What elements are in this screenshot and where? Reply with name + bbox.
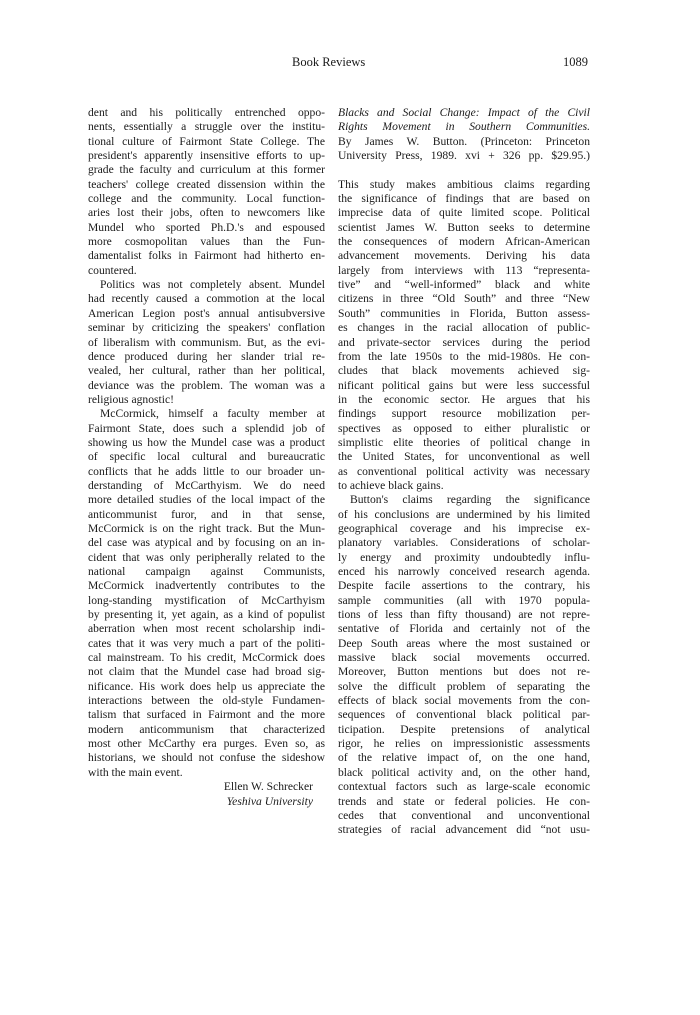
- text-line: from the late 1950s to the mid-1980s. He con-: [338, 349, 590, 363]
- running-title: Book Reviews: [292, 55, 366, 69]
- text-line: by presenting it, yet again, as a kind of populist: [88, 608, 325, 622]
- text-line: conflicts that he adds little to our broader un-: [88, 464, 325, 478]
- book-citation: [338, 106, 590, 163]
- text-line: Mundel who sported Ph.D.'s and espoused: [88, 220, 325, 234]
- text-line: Moreover, Button mentions but does not re-: [338, 665, 590, 679]
- text-line: more detailed studies of the local impact of the: [88, 493, 325, 507]
- text-line: seminar by criticizing the speakers' conflation: [88, 321, 325, 335]
- review-paragraph-2: [88, 278, 325, 407]
- text-line: sequences of conventional black political par-: [338, 708, 590, 722]
- text-line: scientist James W. Button seeks to determine: [338, 220, 590, 234]
- text-line: talism that surfaced in Fairmont and the more: [88, 708, 325, 722]
- text-line: nificance. His work does help us appreciate the: [88, 679, 325, 693]
- text-line: national campaign against Communists,: [88, 565, 325, 578]
- text-line: rigor, he relies on impressionistic assessments: [338, 737, 590, 751]
- text-line: tional culture of Fairmont State College. The: [88, 134, 325, 148]
- text-line: cal mainstream. To his credit, McCormick does: [88, 651, 325, 665]
- text-line: ly energy and proximity undoubtedly influ-: [338, 550, 590, 564]
- text-line: historians, we should not confuse the sideshow: [88, 751, 325, 765]
- text-line: advancement movements. Deriving his data: [338, 249, 590, 263]
- reviewer-name: Ellen W. Schrecker: [223, 780, 313, 794]
- text-line: interactions between the old-style Fundamen-: [88, 694, 325, 708]
- text-line: more cosmopolitan values than the Fun-: [88, 235, 325, 249]
- text-line: citizens in three “Old South” and three “New: [338, 292, 590, 306]
- text-line: vealed, her cultural, rather than her political,: [88, 364, 325, 378]
- text-line: modern anticommunism that characterized: [88, 722, 325, 736]
- text-line: geographical coverage and his imprecise ex-: [338, 521, 590, 535]
- text-line: strategies of racial advancement did “not usu-: [338, 823, 590, 837]
- publication-line: University Press, 1989. xvi + 326 pp. $29.95.): [338, 149, 590, 163]
- text-line: college and the community. Local function-: [88, 192, 325, 206]
- text-line: derstanding of McCarthyism. We do need: [88, 478, 325, 492]
- text-line: of liberalism with communism. But, as the evi-: [88, 335, 325, 349]
- text-line: trends and state or federal policies. He con-: [338, 794, 590, 808]
- text-line: imprecise data of quite limited scope. Political: [338, 206, 590, 220]
- text-line: black political activity and, on the other hand,: [338, 765, 590, 779]
- text-line: tions of less than fifty thousand) are not repre-: [338, 608, 590, 622]
- text-line: simplistic elite theories of political change in: [338, 435, 590, 449]
- text-line: with the main event.: [88, 765, 183, 779]
- reviewer-affiliation: Yeshiva University: [226, 794, 313, 808]
- text-line: cludes that black movements achieved sig-: [338, 364, 590, 378]
- text-line: Fairmont State, does such a splendid job of: [88, 421, 325, 435]
- text-line: Button's claims regarding the significance: [350, 493, 590, 507]
- text-line: long-standing mystification of McCarthyism: [88, 593, 325, 607]
- review-continuation-paragraph-1: [88, 106, 325, 278]
- review-paragraph-2: [338, 493, 590, 837]
- text-line: the consequences of modern African-American: [338, 235, 590, 249]
- text-line: tive” and “well-informed” black and white: [338, 278, 590, 292]
- text-line: as conventional political activity was necessary: [338, 464, 590, 478]
- text-line: sample communities (all with 1970 popula-: [338, 593, 590, 607]
- text-line: es changes in the racial allocation of public-: [338, 321, 590, 335]
- text-line: aberration when most recent scholarship indi-: [88, 622, 325, 636]
- spacer: [338, 163, 590, 177]
- book-title-line: Rights Movement in Southern Communities.: [338, 120, 590, 134]
- text-line: of specific local cultural and bureaucratic: [88, 450, 325, 464]
- text-line: to achieve black gains.: [338, 478, 444, 492]
- text-line: dent and his politically entrenched oppo-: [88, 106, 325, 119]
- text-line: massive black social movements occurred.: [338, 651, 590, 665]
- text-line: had recently caused a commotion at the local: [88, 292, 325, 306]
- left-column: [88, 106, 325, 809]
- text-line: McCormick inadvertently contributes to the: [88, 579, 325, 593]
- publication-line: By James W. Button. (Princeton: Princeton: [338, 134, 590, 148]
- text-line: This study makes ambitious claims regarding: [338, 177, 590, 191]
- text-line: deviance was the problem. The woman was a: [88, 378, 325, 392]
- text-line: McCormick is on the right track. But the Mun-: [88, 521, 325, 535]
- text-line: solve the difficult problem of separating the: [338, 679, 590, 693]
- text-line: del case was atypical and by focusing on an in-: [88, 536, 325, 550]
- text-line: aries lost their jobs, often to newcomers like: [88, 206, 325, 220]
- text-line: the United States, for unconventional as well: [338, 450, 590, 464]
- text-line: Deep South areas where the most sustained or: [338, 636, 590, 650]
- review-paragraph-3: [88, 407, 325, 780]
- text-line: the significance of findings that are based on: [338, 192, 590, 206]
- text-line: South” communities in Florida, Button assess-: [338, 306, 590, 320]
- text-line: spectives as opposed to either pluralistic or: [338, 421, 590, 435]
- text-line: nents, essentially a struggle over the institu-: [88, 120, 325, 134]
- text-line: in the economic sector. He argues that his: [338, 392, 590, 406]
- text-line: findings support resource mobilization per-: [338, 407, 590, 421]
- text-line: effects of black social movements from the con-: [338, 694, 590, 708]
- reviewer-signature: [88, 780, 325, 809]
- text-line: ticipation. Despite pretensions of analytical: [338, 722, 590, 736]
- text-line: most other McCarthy era purges. Even so, as: [88, 737, 325, 751]
- text-line: Despite facile assertions to the contrary, his: [338, 579, 590, 593]
- text-line: teachers' college created dissension within the: [88, 177, 325, 191]
- text-line: anticommunist furor, and in that sense,: [88, 507, 325, 521]
- text-line: cedes that conventional and unconventional: [338, 808, 590, 822]
- text-line: not claim that the Mundel case had broad sig-: [88, 665, 325, 679]
- text-line: dence produced during her slander trial re-: [88, 349, 325, 363]
- text-line: of his conclusions are undermined by his limited: [338, 507, 590, 521]
- text-line: cident that was only peripherally related to the: [88, 550, 325, 564]
- text-line: largely from interviews with 113 “representa-: [338, 263, 590, 277]
- text-line: McCormick, himself a faculty member at: [100, 407, 325, 421]
- text-line: religious agnostic!: [88, 392, 174, 406]
- text-line: Politics was not completely absent. Mundel: [100, 278, 325, 292]
- text-line: showing us how the Mundel case was a product: [88, 435, 325, 449]
- text-line: sentative of Florida and certainly not of the: [338, 622, 590, 636]
- text-line: and private-sector services during the period: [338, 335, 590, 349]
- text-line: grade the faculty and curriculum at this former: [88, 163, 325, 177]
- text-line: enced his narrowly conceived research agenda.: [338, 565, 590, 578]
- running-header: [0, 55, 700, 73]
- text-line: American Legion post's annual antisubversive: [88, 306, 325, 320]
- text-line: president's apparently insensitive efforts to up-: [88, 149, 325, 163]
- review-paragraph-1: [338, 178, 590, 494]
- text-line: planatory variables. Considerations of scholar-: [338, 536, 590, 550]
- text-line: nificant political gains but were less successful: [338, 378, 590, 392]
- book-title-line: Blacks and Social Change: Impact of the Civil: [338, 106, 590, 119]
- text-line: countered.: [88, 263, 137, 277]
- page-number: 1089: [563, 55, 588, 69]
- text-line: cates that it was very much a part of the politi-: [88, 636, 325, 650]
- text-line: damentalist folks in Fairmont had hitherto en-: [88, 249, 325, 263]
- right-column: [338, 106, 590, 838]
- text-line: of the relative impact of, on the one hand,: [338, 751, 590, 765]
- text-line: contextual factors such as large-scale economic: [338, 780, 590, 794]
